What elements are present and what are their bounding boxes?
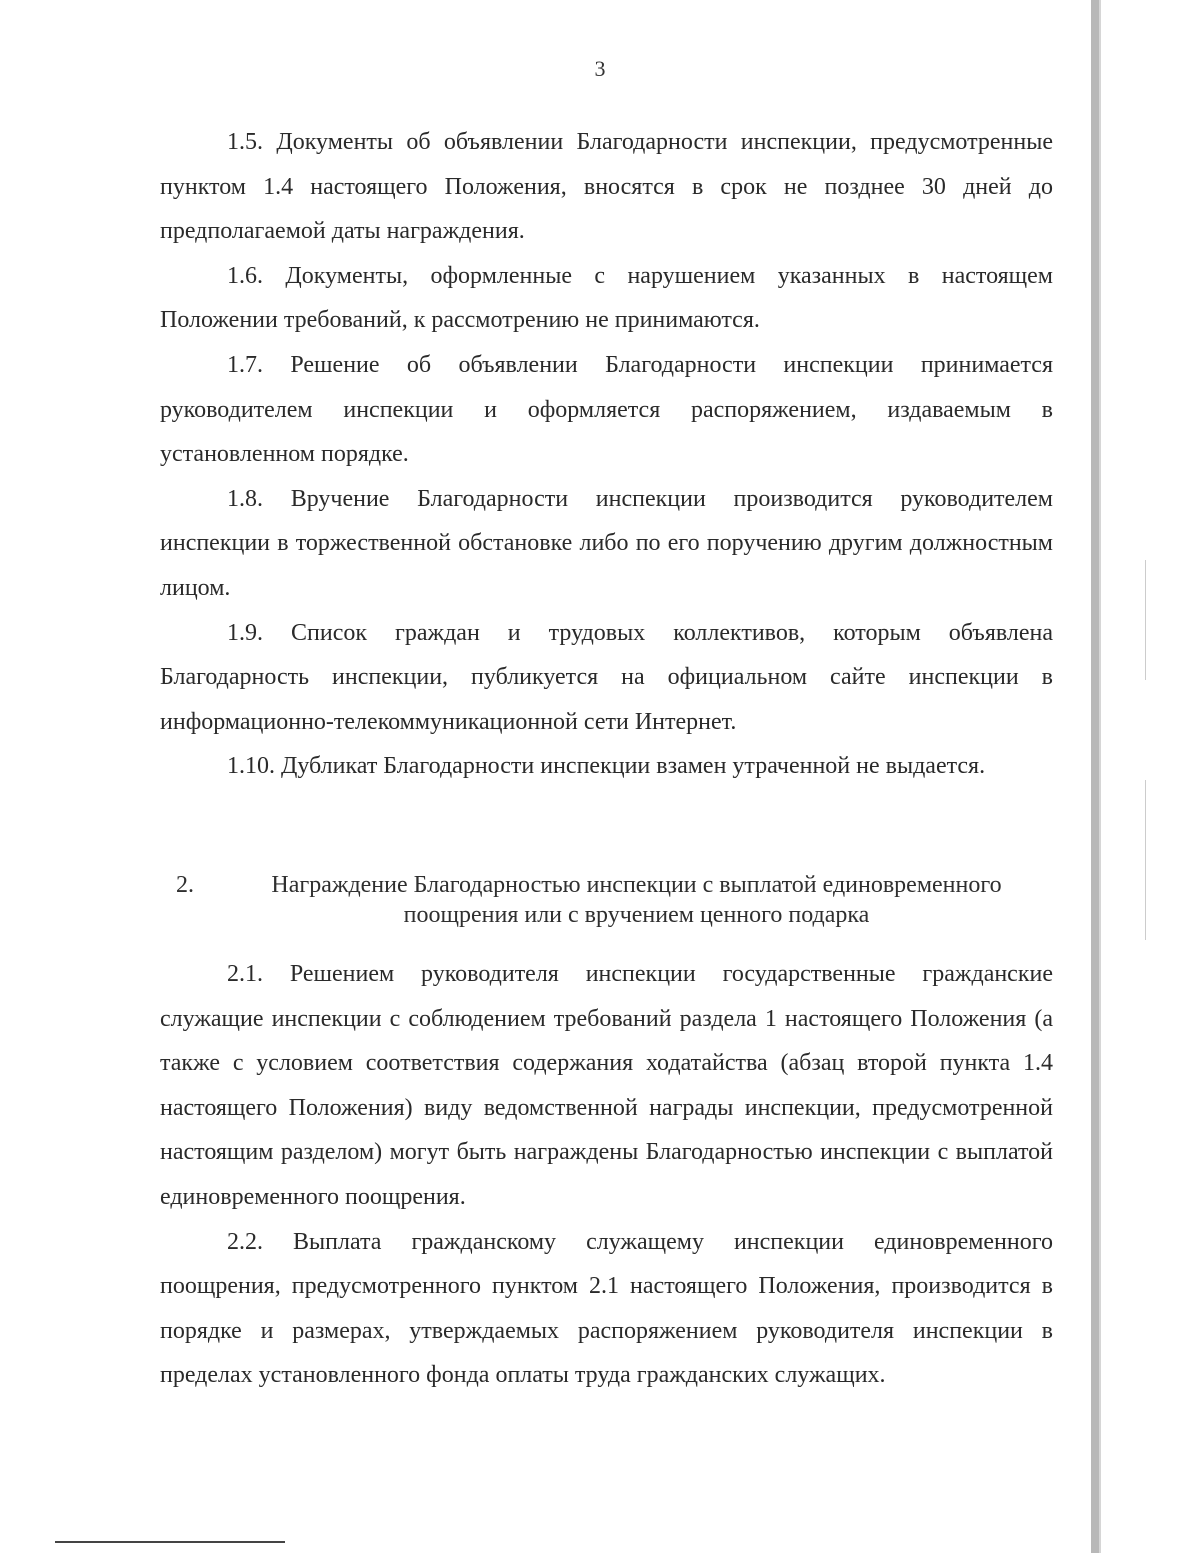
scan-edge-highlight bbox=[1099, 0, 1101, 1553]
paragraph-1-9: 1.9. Список граждан и трудовых коллективов, которым объявлена Благодарность инспекции, публикуется на официальном сайте инспекции в информационно-телекоммуникационной сети Интернет. bbox=[160, 619, 1053, 735]
scan-edge-mark bbox=[1145, 780, 1146, 940]
scan-edge-mark bbox=[1145, 560, 1146, 680]
paragraph-1-5: 1.5. Документы об объявлении Благодарности инспекции, предусмотренные пунктом 1.4 настоящего Положения, вносятся в срок не позднее 30 дней до предполагаемой даты награждения. bbox=[160, 129, 1053, 245]
section-2-title: Награждение Благодарностью инспекции с выплатой единовременного поощрения или с вручением ценного подарка bbox=[271, 872, 1002, 928]
section-2-body bbox=[160, 952, 1053, 1398]
section-2-number: 2. bbox=[176, 872, 194, 898]
paragraph-2-2: 2.2. Выплата гражданскому служащему инспекции единовременного поощрения, предусмотренного пунктом 2.1 настоящего Положения, производится в порядке и размерах, утверждаемых распоряжением руководителя инспекции в пределах установленного фонда оплаты труда гражданских служащих. bbox=[160, 1228, 1053, 1389]
footnote-separator bbox=[55, 1541, 285, 1543]
section-1-body bbox=[160, 120, 1053, 789]
paragraph-1-7: 1.7. Решение об объявлении Благодарности инспекции принимается руководителем инспекции и оформляется распоряжением, издаваемым в установленном порядке. bbox=[160, 351, 1053, 468]
section-2-heading bbox=[160, 870, 1053, 930]
paragraph-1-10: 1.10. Дубликат Благодарности инспекции взамен утраченной не выдается. bbox=[227, 753, 986, 780]
paragraph-1-6: 1.6. Документы, оформленные с нарушением указанных в настоящем Положении требований, к рассмотрению не принимаются. bbox=[160, 262, 1053, 334]
paragraph-1-8: 1.8. Вручение Благодарности инспекции производится руководителем инспекции в торжественной обстановке либо по его поручению другим должностным лицом. bbox=[160, 485, 1053, 601]
scan-edge-shadow bbox=[1091, 0, 1099, 1553]
page-number: 3 bbox=[594, 56, 606, 81]
paragraph-2-1: 2.1. Решением руководителя инспекции государственные гражданские служащие инспекции с соблюдением требований раздела 1 настоящего Положения (а также с условием соответствия содержания ходатайства (абзац второй пункта 1.4 настоящего Положения) виду ведомственной награды инспекции, предусмотренной настоящим разделом) могут быть награждены Благодарностью инспекции с выплатой единовременного поощрения. bbox=[160, 961, 1053, 1210]
